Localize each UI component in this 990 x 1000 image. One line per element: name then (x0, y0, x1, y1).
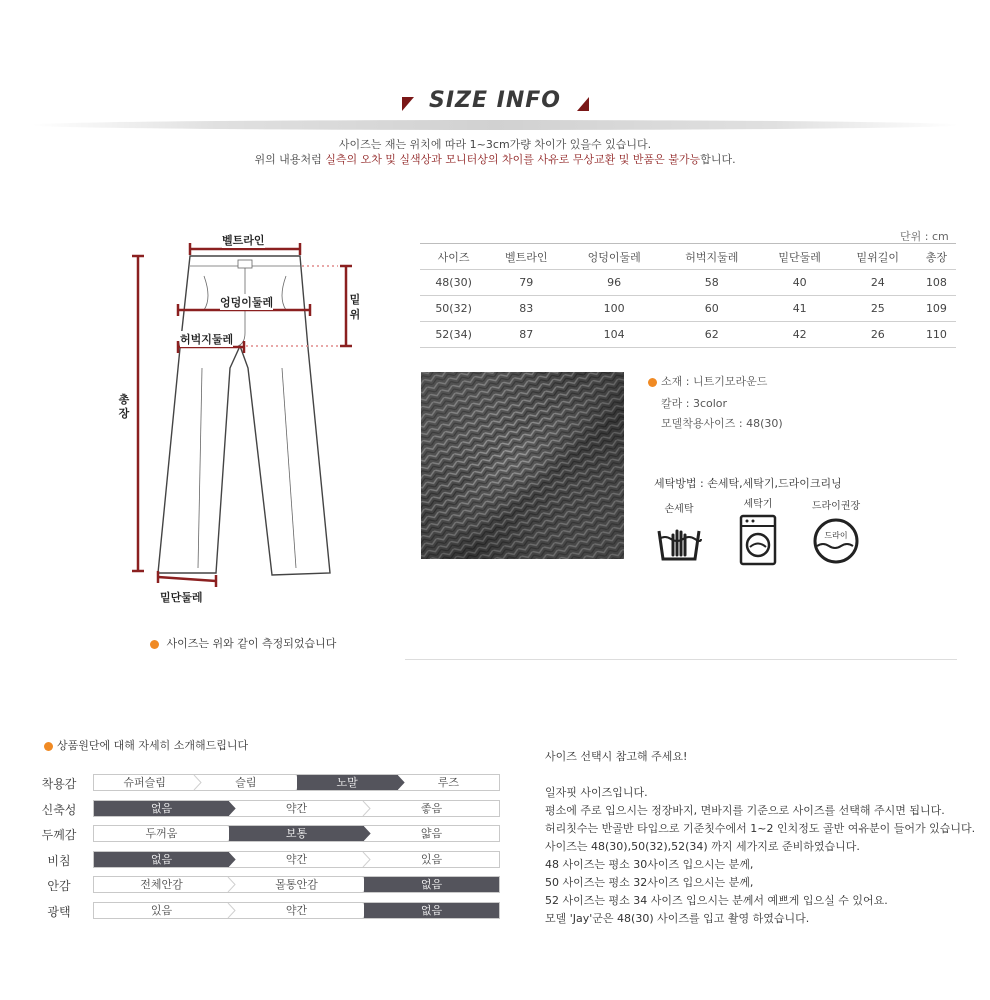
washing-machine-item (730, 495, 786, 569)
dry-clean-label: 드라이권장 (811, 501, 861, 512)
guide-line (545, 766, 975, 784)
notice-line2-prefix: 위의 내용처럼 (254, 153, 326, 166)
property-label: 신축성 (41, 803, 77, 817)
table-cell: 52(34) (420, 322, 487, 348)
title-left-triangle-icon (402, 97, 414, 111)
belt-line-label: 벨트라인 (222, 234, 265, 247)
size-guide-text (545, 748, 975, 928)
header-size: 사이즈 (420, 244, 487, 270)
fabric-properties-title-text: 상품원단에 대해 자세히 소개해드립니다 (57, 739, 249, 752)
property-scale (93, 902, 500, 919)
orange-bullet-icon (150, 640, 159, 649)
material-info (648, 373, 767, 389)
table-cell: 87 (487, 322, 565, 348)
table-cell: 24 (839, 270, 917, 296)
section-divider (405, 659, 957, 660)
property-option: 두꺼움 (145, 827, 178, 840)
total-length-label (117, 393, 131, 421)
table-cell: 60 (663, 296, 761, 322)
total-length-label-char1: 총 (118, 393, 130, 406)
property-option-selected: 없음 (94, 852, 229, 867)
property-option: 있음 (420, 853, 443, 866)
table-row (420, 322, 956, 348)
property-label: 광택 (47, 905, 71, 919)
dry-clean-inner-text: 드라이 (824, 531, 848, 540)
table-cell: 100 (565, 296, 663, 322)
property-option-selected: 노말 (297, 775, 398, 790)
header-belt: 벨트라인 (487, 244, 565, 270)
table-cell: 58 (663, 270, 761, 296)
property-option: 전체안감 (140, 878, 183, 891)
table-cell: 62 (663, 322, 761, 348)
property-option: 좋음 (420, 802, 443, 815)
property-scale (93, 876, 500, 893)
rise-label-char2: 위 (349, 308, 361, 321)
property-option-selected: 없음 (94, 801, 229, 816)
table-row (420, 270, 956, 296)
table-cell: 25 (839, 296, 917, 322)
guide-line: 허리칫수는 반골반 타입으로 기준칫수에서 1~2 인치정도 골반 여유분이 들어가 있습니다. (545, 822, 976, 835)
total-length-measure-line (132, 256, 144, 571)
property-scale (93, 774, 500, 791)
table-cell: 109 (917, 296, 956, 322)
header-hip: 엉덩이둘레 (565, 244, 663, 270)
property-scale (93, 800, 500, 817)
property-scale (93, 851, 500, 868)
size-notice-line1: 사이즈는 재는 위치에 따라 1~3cm가량 차이가 있을수 있습니다. (338, 138, 652, 151)
hip-label: 엉덩이둘레 (220, 296, 274, 309)
guide-line: 52 사이즈는 평소 34 사이즈 입으시는 분께서 예쁘게 입으실 수 있어요. (545, 894, 888, 907)
table-cell: 79 (487, 270, 565, 296)
table-cell: 40 (761, 270, 839, 296)
table-cell: 104 (565, 322, 663, 348)
header-hem: 밑단둘레 (761, 244, 839, 270)
guide-line: 일자핏 사이즈입니다. (545, 786, 648, 799)
hem-label: 밑단둘레 (160, 591, 203, 604)
unit-label: 단위 : cm (900, 230, 949, 243)
orange-bullet-icon (648, 378, 657, 387)
measurement-note-text: 사이즈는 위와 같이 측정되었습니다 (166, 637, 337, 650)
property-option: 약간 (285, 802, 308, 815)
measurement-note (150, 635, 336, 651)
header-total: 총장 (917, 244, 956, 270)
pants-measurement-diagram (100, 228, 370, 613)
property-option-selected: 보통 (229, 826, 364, 841)
header-rise: 밑위길이 (839, 244, 917, 270)
title-text: SIZE INFO (429, 88, 561, 113)
model-size-info: 모델착용사이즈 : 48(30) (661, 417, 783, 430)
guide-line: 50 사이즈는 평소 32사이즈 입으시는 분께, (545, 876, 754, 889)
size-table (420, 243, 956, 348)
table-cell: 108 (917, 270, 956, 296)
thigh-label: 허벅지둘레 (180, 333, 234, 346)
property-label: 두께감 (41, 828, 77, 842)
total-length-label-char2: 장 (118, 407, 130, 420)
table-cell: 83 (487, 296, 565, 322)
hand-wash-item (651, 500, 707, 568)
wash-method-title: 세탁방법 : 손세탁,세탁기,드라이크리닝 (654, 477, 842, 490)
property-option-selected: 없음 (364, 903, 499, 918)
property-option-selected: 없음 (364, 877, 499, 892)
notice-line2-warning: 실측의 오차 및 실색상과 모니터상의 차이를 사유로 무상교환 및 반품은 불가능 (325, 153, 701, 166)
hand-wash-icon (655, 521, 703, 565)
table-cell: 48(30) (420, 270, 487, 296)
guide-line: 평소에 주로 입으시는 정장바지, 면바지를 기준으로 사이즈를 선택해 주시면 됩니다. (545, 804, 945, 817)
guide-line: 사이즈는 48(30),50(32),52(34) 까지 세가지로 준비하였습니다. (545, 840, 860, 853)
rise-label-char1: 밑 (349, 293, 361, 306)
property-option: 얇음 (420, 827, 443, 840)
guide-line: 모델 'Jay'군은 48(30) 사이즈를 입고 촬영 하였습니다. (545, 912, 810, 925)
hand-wash-label: 손세탁 (664, 504, 694, 515)
property-option: 슈퍼슬림 (123, 776, 166, 789)
table-cell: 96 (565, 270, 663, 296)
table-cell: 110 (917, 322, 956, 348)
table-cell: 41 (761, 296, 839, 322)
orange-bullet-icon (44, 742, 53, 751)
property-option: 약간 (285, 904, 308, 917)
title-shadow-divider (30, 120, 960, 130)
property-option: 루즈 (437, 776, 459, 789)
property-option: 있음 (150, 904, 173, 917)
table-cell: 50(32) (420, 296, 487, 322)
dry-clean-icon (811, 516, 861, 566)
size-notice-line2 (0, 151, 990, 167)
table-cell: 26 (839, 322, 917, 348)
size-info-title (0, 84, 990, 118)
material-text: 소재 : 니트기모라운드 (661, 375, 768, 388)
herringbone-texture (421, 372, 624, 559)
notice-line2-suffix: 합니다. (700, 153, 736, 166)
guide-line: 사이즈 선택시 참고해 주세요! (545, 750, 688, 763)
table-cell: 42 (761, 322, 839, 348)
property-scale (93, 825, 500, 842)
header-thigh: 허벅지둘레 (663, 244, 761, 270)
property-label: 안감 (47, 879, 71, 893)
property-option: 슬림 (235, 776, 257, 789)
washing-machine-label: 세탁기 (743, 499, 773, 510)
property-label: 착용감 (41, 777, 77, 791)
size-table-header-row (420, 244, 956, 270)
property-option: 약간 (285, 853, 308, 866)
table-row (420, 296, 956, 322)
property-option: 몰통안감 (275, 878, 318, 891)
dry-clean-item (804, 497, 868, 569)
title-right-triangle-icon (577, 97, 589, 111)
guide-line: 48 사이즈는 평소 30사이즈 입으시는 분께, (545, 858, 754, 871)
fabric-swatch-image (421, 372, 624, 559)
washing-machine-icon (738, 514, 778, 566)
rise-label (348, 292, 362, 322)
fabric-properties-title (44, 737, 248, 753)
property-label: 비침 (47, 854, 71, 868)
color-info: 칼라 : 3color (661, 397, 728, 410)
